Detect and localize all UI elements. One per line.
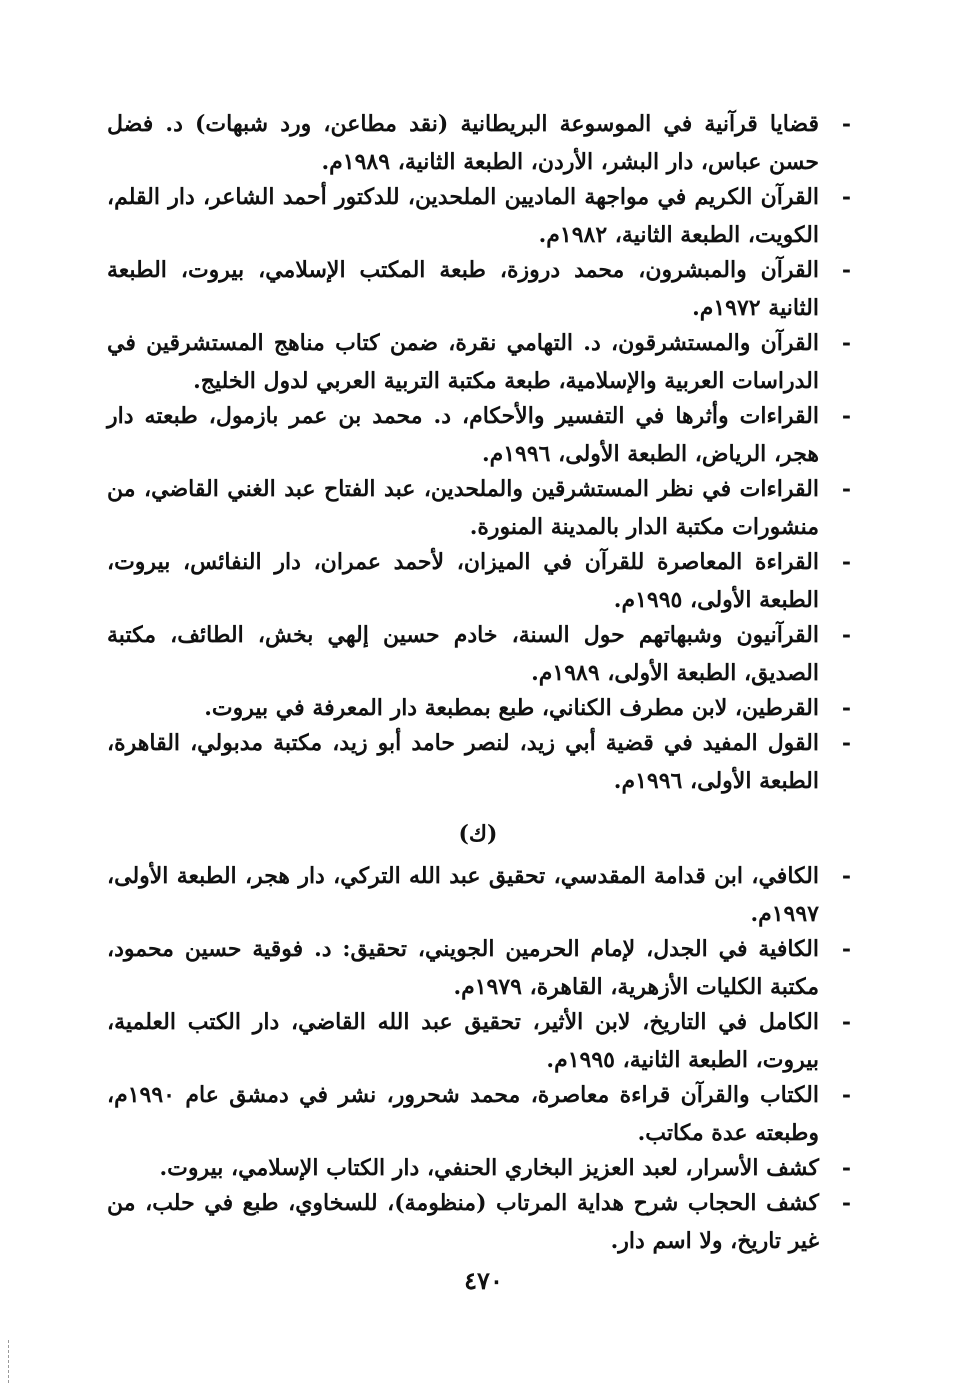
bullet-dash: - (841, 1155, 851, 1181)
bullet-dash: - (841, 730, 851, 756)
bibliography-entry (107, 689, 849, 727)
bibliography-entry (107, 1076, 849, 1152)
bullet-dash: - (841, 403, 851, 429)
bullet-dash: - (841, 622, 851, 648)
bibliography-entry (107, 105, 849, 181)
page-number: ٤٧٠ (464, 1266, 503, 1295)
bullet-dash: - (841, 111, 851, 137)
bullet-dash: - (841, 1082, 851, 1108)
entries-qaf (107, 105, 849, 800)
bullet-dash: - (841, 936, 851, 962)
bibliography-entry (107, 857, 849, 933)
bibliography-entry (107, 1184, 849, 1260)
bibliography-entry (107, 324, 849, 400)
entry-text: القراءات في نظر المستشرقين والملحدين، عبد الفتاح عبد الغني القاضي، من منشورات مكتبة الدار بالمدينة المنورة. (107, 476, 819, 540)
bibliography-entry (107, 470, 849, 546)
bibliography-entry (107, 1003, 849, 1079)
bullet-dash: - (841, 184, 851, 210)
entry-text: كشف الأسرار، لعبد العزيز البخاري الحنفي، دار الكتاب الإسلامي، بيروت. (159, 1155, 819, 1181)
bullet-dash: - (841, 549, 851, 575)
entry-text: الكافية في الجدل، لإمام الحرمين الجويني، تحقيق: د. فوقية حسين محمود، مكتبة الكليات الأزهرية، القاهرة، ١٩٧٩م. (107, 936, 819, 1000)
bullet-dash: - (841, 1190, 851, 1216)
entries-kaf (107, 857, 849, 1260)
entry-text: الكامل في التاريخ، لابن الأثير، تحقيق عبد الله القاضي، دار الكتب العلمية، بيروت، الطبعة الثانية، ١٩٩٥م. (107, 1009, 819, 1073)
scan-margin-mark (8, 1340, 11, 1383)
entry-text: القراءات وأثرها في التفسير والأحكام، د. محمد بن عمر بازمول، طبعته دار هجر، الرياض، الطبعة الأولى، ١٩٩٦م. (107, 403, 819, 467)
entry-text: الكتاب والقرآن قراءة معاصرة، محمد شحرور، نشر في دمشق عام ١٩٩٠م، وطبعته عدة مكاتب. (107, 1082, 819, 1146)
entry-text: قضايا قرآنية في الموسوعة البريطانية (نقد مطاعن، ورد شبهات) د. فضل حسن عباس، دار البشر، الأردن، الطبعة الثانية، ١٩٨٩م. (107, 111, 819, 175)
bibliography-entry (107, 1149, 849, 1187)
bullet-dash: - (841, 1009, 851, 1035)
bibliography-entry (107, 397, 849, 473)
bullet-dash: - (841, 257, 851, 283)
entry-text: القرآنيون وشبهاتهم حول السنة، خادم حسين إلهي بخش، الطائف، مكتبة الصديق، الطبعة الأولى، ١٩٨٩م. (107, 622, 819, 686)
bibliography-entry (107, 724, 849, 800)
entry-text: الكافي، ابن قدامة المقدسي، تحقيق عبد الله التركي، دار هجر، الطبعة الأولى، ١٩٩٧م. (107, 863, 819, 927)
entry-text: كشف الحجاب شرح هداية المرتاب (منظومة)، للسخاوي، طبع في حلب، من غير تاريخ، ولا اسم دار. (107, 1190, 819, 1254)
bibliography-page (107, 105, 849, 1257)
bibliography-entry (107, 178, 849, 254)
entry-text: القرآن الكريم في مواجهة الماديين الملحدين، للدكتور أحمد الشاعر، دار القلم، الكويت، الطبعة الثانية، ١٩٨٢م. (107, 184, 819, 248)
entry-text: القرآن والمبشرون، محمد دروزة، طبعة المكتب الإسلامي، بيروت، الطبعة الثانية ١٩٧٢م. (107, 257, 819, 321)
bullet-dash: - (841, 330, 851, 356)
section-heading-kaf: (ك) (458, 821, 498, 847)
entry-text: القرآن والمستشرقون، د. التهامي نقرة، ضمن كتاب مناهج المستشرقين في الدراسات العربية والإسلامية، طبعة مكتبة التربية العربي لدول الخليج. (107, 330, 819, 394)
bibliography-entry (107, 616, 849, 692)
bullet-dash: - (841, 863, 851, 889)
entry-text: القراءة المعاصرة للقرآن في الميزان، لأحمد عمران، دار النفائس، بيروت، الطبعة الأولى، ١٩٩٥م. (107, 549, 819, 613)
entry-text: القرطين، لابن مطرف الكناني، طبع بمطبعة دار المعرفة في بيروت. (204, 695, 819, 721)
bibliography-entry (107, 251, 849, 327)
bibliography-entry (107, 930, 849, 1006)
entry-text: القول المفيد في قضية أبي زيد، لنصر حامد أبو زيد، مكتبة مدبولي، القاهرة، الطبعة الأولى، ١٩٩٦م. (107, 730, 819, 794)
bibliography-entry (107, 543, 849, 619)
bullet-dash: - (841, 476, 851, 502)
bullet-dash: - (841, 695, 851, 721)
